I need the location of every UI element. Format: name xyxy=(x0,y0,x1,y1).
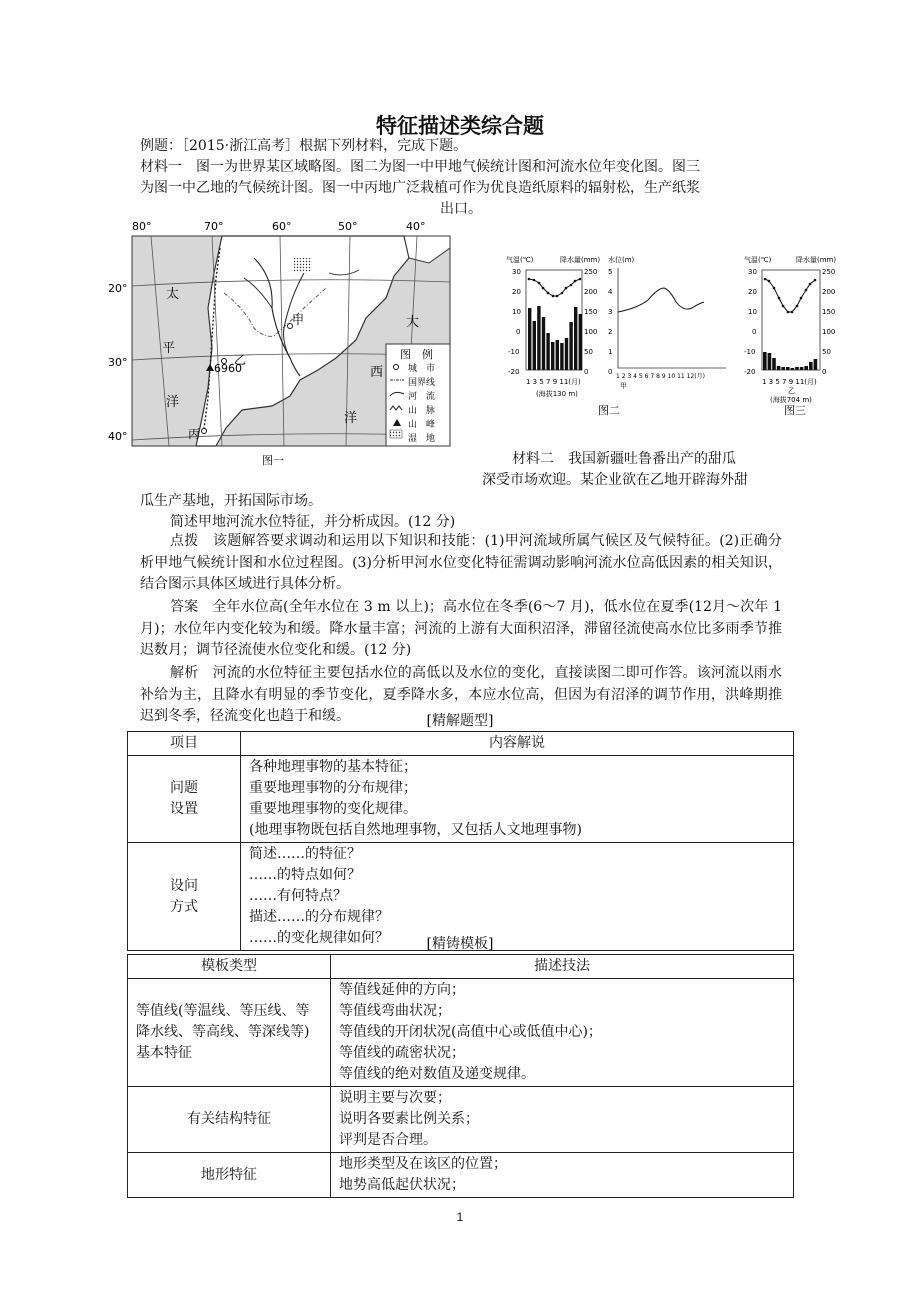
material2-line3: 瓜生产基地，开拓国际市场。 xyxy=(140,493,322,509)
altitude-label: (海拔704 m) xyxy=(770,396,812,404)
row-line: 说明各要素比例关系； xyxy=(339,1111,479,1127)
place-label: 甲 xyxy=(620,382,627,390)
page-number: 1 xyxy=(456,1210,464,1224)
tick-label: 250 xyxy=(584,268,598,276)
row-line: ……有何特点？ xyxy=(249,888,347,904)
ocean-label: 洋 xyxy=(344,411,358,426)
tick-label: 10 xyxy=(748,308,757,316)
table-row xyxy=(128,756,794,843)
axis-label: 降水量(mm) xyxy=(796,256,837,264)
ocean-label: 太 xyxy=(166,287,180,302)
figure-2 xyxy=(498,250,738,422)
tick-label: 3 xyxy=(608,308,613,316)
row-name: 问题 设置 xyxy=(128,756,241,843)
legend-item: 山 脉 xyxy=(408,406,436,416)
table1-heading: [精解题型] xyxy=(426,713,494,729)
tick-label: 200 xyxy=(584,288,598,296)
table-header: 项目 xyxy=(128,732,241,756)
row-line: 等值线延伸的方向； xyxy=(339,982,465,998)
lat-label: 40° xyxy=(108,430,128,443)
tick-label: 5 xyxy=(608,268,613,276)
row-name: 有关结构特征 xyxy=(128,1087,331,1153)
row-line: 等值线的绝对数值及递变规律。 xyxy=(339,1066,535,1082)
material2-line1: 材料二 我国新疆吐鲁番出产的甜瓜 xyxy=(512,451,736,467)
altitude-label: (海拔130 m) xyxy=(536,390,578,398)
row-line: 等值线的开闭状况(高值中心或低值中心)； xyxy=(339,1024,602,1040)
row-name: 设问 方式 xyxy=(128,843,241,951)
ocean-label: 平 xyxy=(162,341,176,356)
tick-label: 2 xyxy=(608,328,613,336)
lon-label: 80° xyxy=(132,220,152,233)
tick-label: 250 xyxy=(822,268,836,276)
peak-elevation: 6960 xyxy=(214,362,242,375)
tick-label: -20 xyxy=(744,368,756,376)
tick-label: 4 xyxy=(608,288,613,296)
material1-line3: 出口。 xyxy=(440,201,482,217)
tick-label: 100 xyxy=(584,328,598,336)
tick-label: 20 xyxy=(512,288,521,296)
figure-caption: 图二 xyxy=(598,404,620,417)
row-line: 重要地理事物的分布规律； xyxy=(249,780,417,796)
month-labels: 1 3 5 7 9 11(月) xyxy=(762,378,817,386)
tick-label: 1 xyxy=(608,348,613,356)
table-header: 内容解说 xyxy=(241,732,794,756)
axis-label: 水位(m) xyxy=(608,256,635,264)
place-jia: 甲 xyxy=(292,313,305,327)
legend-item: 山 峰 xyxy=(408,420,436,430)
place-bing: 丙 xyxy=(188,427,201,441)
lon-label: 50° xyxy=(338,220,358,233)
tick-label: -20 xyxy=(508,368,520,376)
axis-label: 气温(℃) xyxy=(506,256,534,264)
tick-label: 200 xyxy=(822,288,836,296)
figure-3 xyxy=(742,250,846,422)
table2-heading: [精铸模板] xyxy=(426,936,494,952)
tick-label: 50 xyxy=(584,348,593,356)
material1-line2: 为图一中乙地的气候统计图。图一中丙地广泛栽植可作为优良造纸原料的辐射松，生产纸浆 xyxy=(140,180,700,196)
lon-label: 60° xyxy=(272,220,292,233)
region-map xyxy=(104,218,454,468)
question: 简述甲地河流水位特征，并分析成因。(12 分) xyxy=(170,514,456,530)
legend-item: 国界线 xyxy=(408,378,436,388)
month-labels: 1 3 5 7 9 11(月) xyxy=(526,378,581,386)
material2-line2: 深受市场欢迎。某企业欲在乙地开辟海外甜 xyxy=(482,472,748,488)
row-line: ……的特点如何？ xyxy=(249,867,361,883)
tick-label: 0 xyxy=(752,328,757,336)
figure-caption: 图一 xyxy=(262,454,284,467)
legend-item: 城 市 xyxy=(408,364,436,374)
legend-item: 河 流 xyxy=(408,392,436,402)
row-line: 重要地理事物的变化规律。 xyxy=(249,801,417,817)
tick-label: 30 xyxy=(512,268,521,276)
ocean-label: 西 xyxy=(370,365,384,380)
tick-label: 0 xyxy=(516,328,521,336)
month-labels: 1 2 3 4 5 6 7 8 9 10 11 12(月) xyxy=(616,373,705,380)
tick-label: -10 xyxy=(508,348,520,356)
row-line: 等值线的疏密状况； xyxy=(339,1045,465,1061)
question-type-table xyxy=(127,731,794,951)
tick-label: 150 xyxy=(822,308,836,316)
hint-paragraph: 点拨 该题解答要求调动和运用以下知识和技能：(1)甲河流域所属气候区及气候特征。(2)正确分析甲地气候统计图和水位过程图。(3)分析甲河水位变化特征需调动影响河流水位高低因素的相关知识，结合图示具体区域进行具体分析。 xyxy=(140,533,782,592)
row-line: 描述……的分布规律？ xyxy=(249,909,389,925)
tick-label: 30 xyxy=(748,268,757,276)
tick-label: -10 xyxy=(744,348,756,356)
row-line: 评判是否合理。 xyxy=(339,1132,437,1148)
row-line: 说明主要与次要； xyxy=(339,1090,451,1106)
axis-label: 降水量(mm) xyxy=(560,256,601,264)
ocean-label: 大 xyxy=(406,315,420,330)
lat-label: 30° xyxy=(108,356,128,369)
row-line: 等值线弯曲状况； xyxy=(339,1003,451,1019)
row-line: 地形类型及在该区的位置； xyxy=(339,1156,507,1172)
tick-label: 150 xyxy=(584,308,598,316)
table-row xyxy=(128,1153,794,1198)
row-line: 地势高低起伏状况； xyxy=(339,1177,465,1193)
row-line: (地理事物既包括自然地理事物，又包括人文地理事物) xyxy=(249,822,582,838)
table-header: 描述技法 xyxy=(331,955,794,979)
lat-label: 20° xyxy=(108,282,128,295)
table-header: 模板类型 xyxy=(128,955,331,979)
tick-label: 10 xyxy=(512,308,521,316)
axis-label: 气温(℃) xyxy=(744,256,772,264)
lon-label: 40° xyxy=(406,220,426,233)
example-intro: 例题：［2015·浙江高考］根据下列材料，完成下题。 xyxy=(140,138,468,154)
tick-label: 0 xyxy=(584,368,589,376)
row-line: 各种地理事物的基本特征； xyxy=(249,759,417,775)
figure-caption: 图三 xyxy=(784,404,806,417)
answer-paragraph: 答案 全年水位高(全年水位在 3 m 以上)；高水位在冬季(6～7 月)，低水位在夏季(12月～次年 1 月)；水位年内变化较为和缓。降水量丰富；河流的上游有大面积沼泽，滞留径流使高水位比多雨季节推迟数月；调节径流使水位变化和缓。(12 分) xyxy=(140,599,782,658)
tick-label: 0 xyxy=(822,368,827,376)
tick-label: 100 xyxy=(822,328,836,336)
analysis-paragraph: 解析 河流的水位特征主要包括水位的高低以及水位的变化，直接读图二即可作答。该河流以雨水补给为主，且降水有明显的季节变化，夏季降水多，本应水位高，但因为有沼泽的调节作用，洪峰期推迟到冬季，径流变化也趋于和缓。 xyxy=(140,665,782,724)
row-name: 等值线(等温线、等压线、等降水线、等高线、等深线等)基本特征 xyxy=(128,979,331,1087)
table-row xyxy=(128,1087,794,1153)
ocean-label: 洋 xyxy=(166,395,180,410)
row-line: 简述……的特征？ xyxy=(249,846,361,862)
tick-label: 0 xyxy=(608,368,613,376)
row-name: 地形特征 xyxy=(128,1153,331,1198)
material1-line1: 材料一 图一为世界某区域略图。图二为图一中甲地气候统计图和河流水位年变化图。图三 xyxy=(140,159,700,175)
tick-label: 20 xyxy=(748,288,757,296)
template-table xyxy=(127,954,794,1198)
row-line: ……的变化规律如何？ xyxy=(249,930,389,946)
page-title: 特征描述类综合题 xyxy=(376,113,544,138)
legend-title: 图 例 xyxy=(400,348,433,361)
place-yi: 乙 xyxy=(234,353,247,367)
lon-label: 70° xyxy=(204,220,224,233)
table-row xyxy=(128,979,794,1087)
tick-label: 50 xyxy=(822,348,831,356)
legend-item: 湿 地 xyxy=(408,434,436,444)
place-label: 乙 xyxy=(788,387,795,395)
